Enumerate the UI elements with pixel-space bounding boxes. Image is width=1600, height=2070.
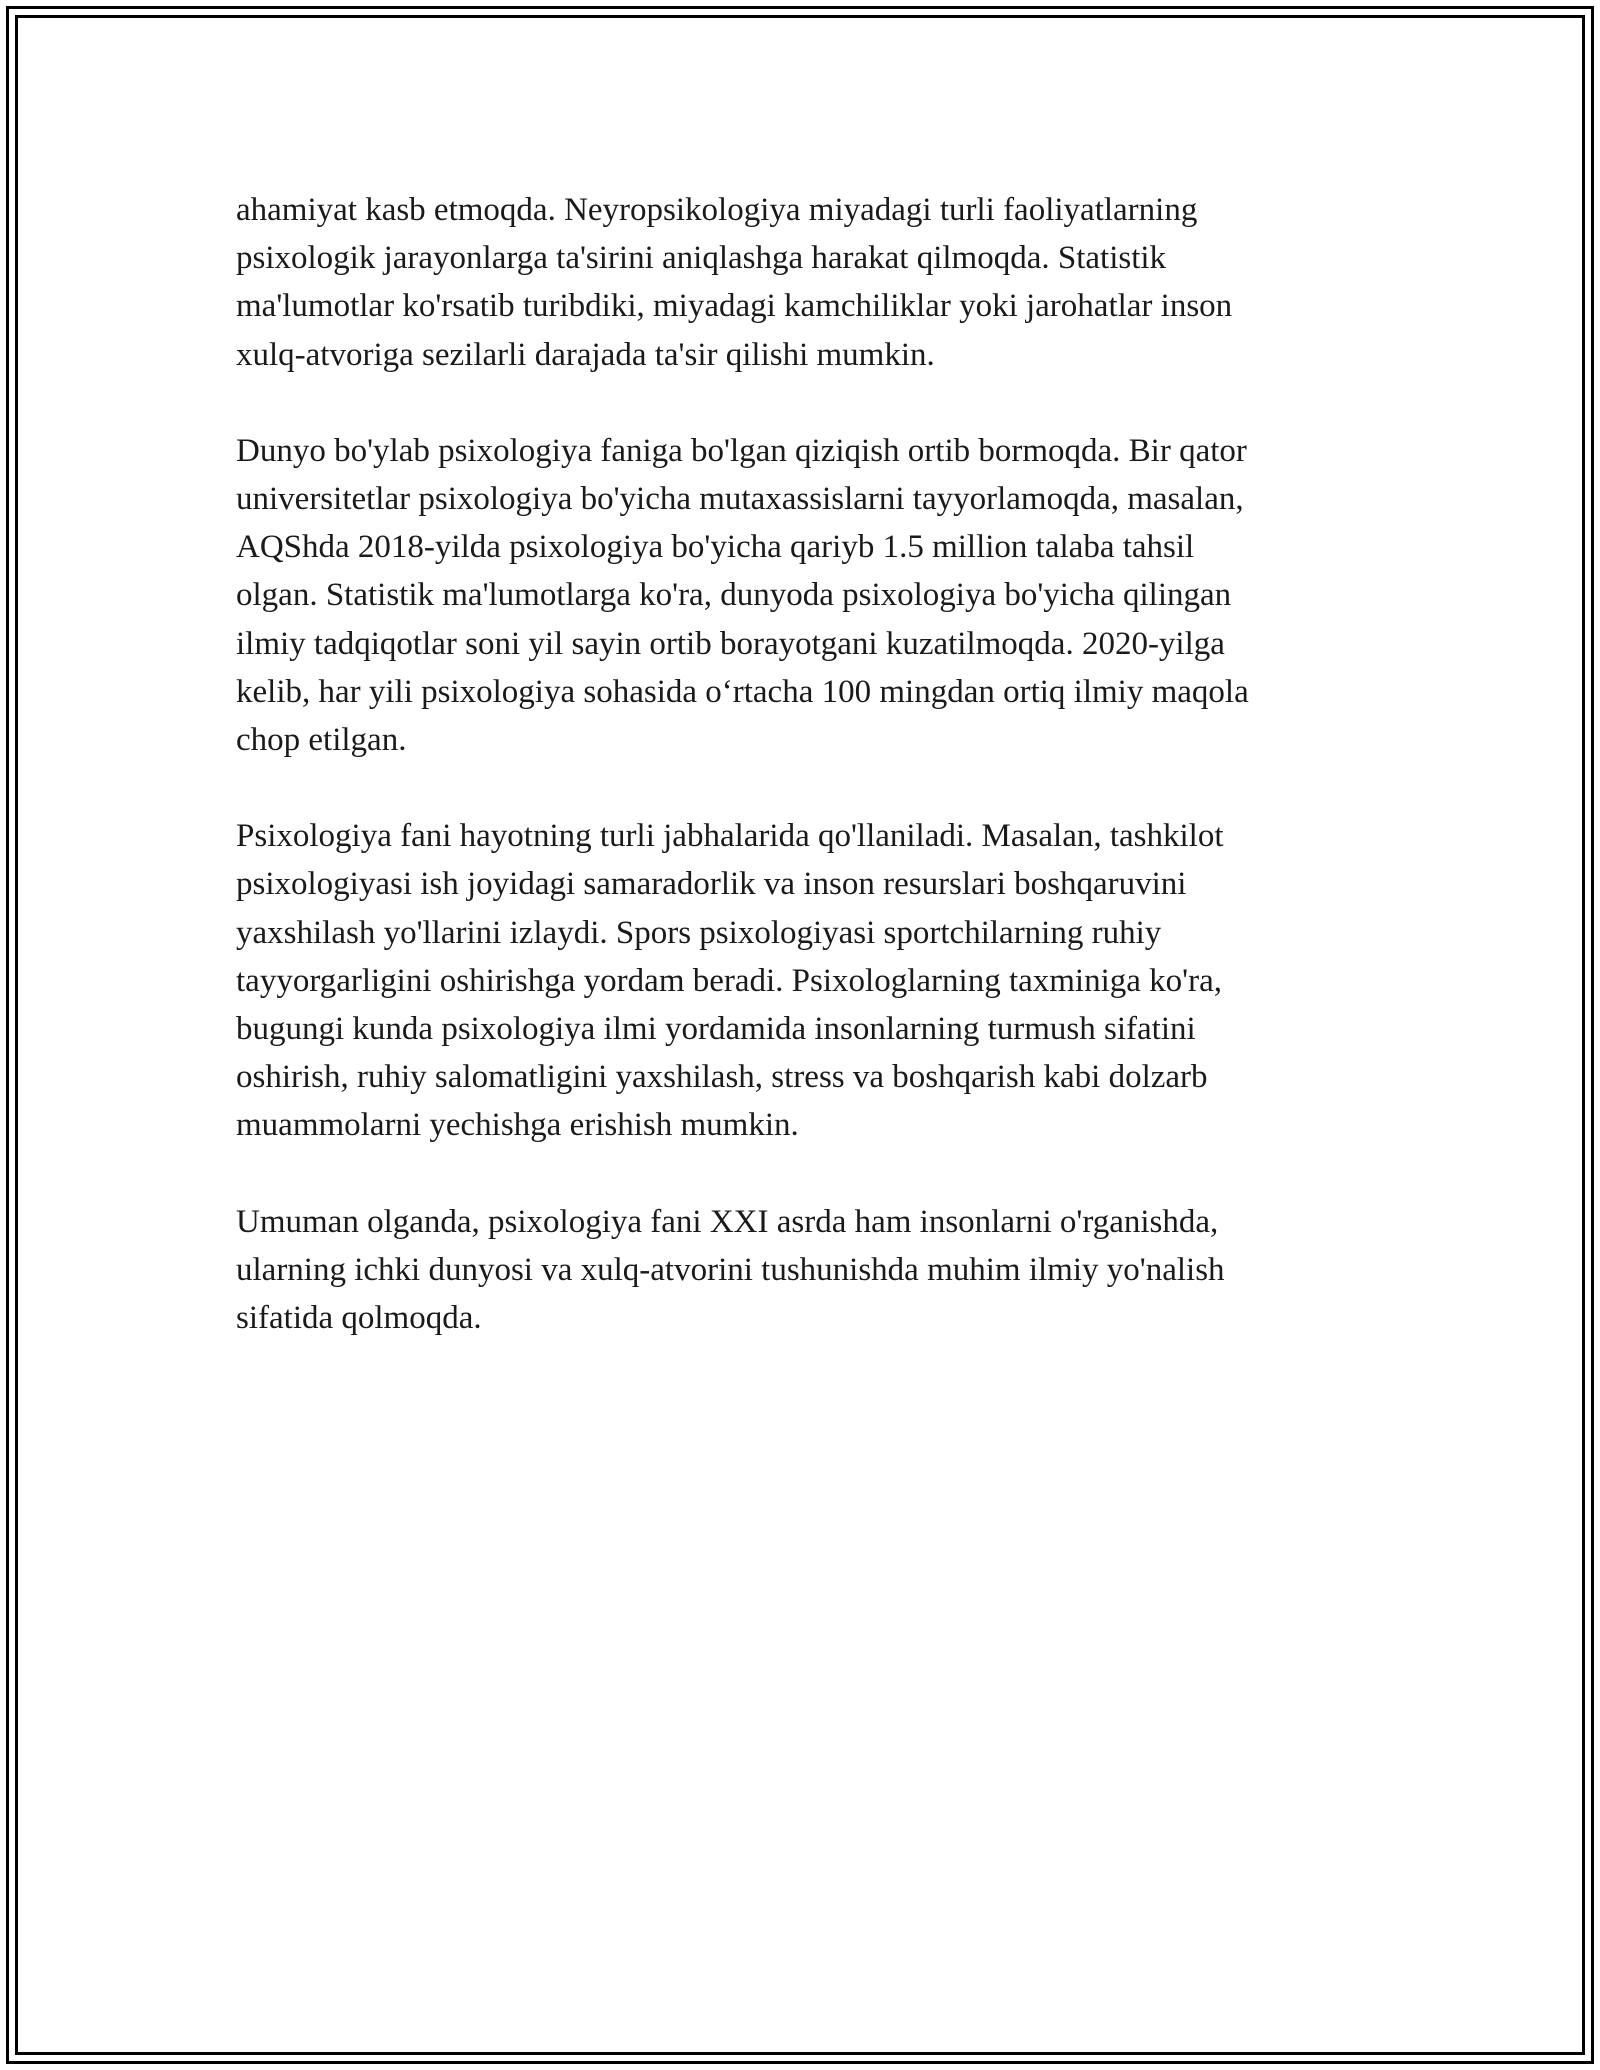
document-body: [236, 186, 1366, 1390]
paragraph-applications: Psixologiya fani hayotning turli jabhalarida qo'llaniladi. Masalan, tashkilot psixologiyasi ish joyidagi samaradorlik va inson resurslari boshqaruvini yaxshilash yo'llarini izlaydi. Spors psixologiyasi sportchilarning ruhiy tayyorgarligini oshirishga yordam beradi. Psixologlarning taxminiga ko'ra, bugungi kunda psixologiya ilmi yordamida insonlarning turmush sifatini oshirish, ruhiy salomatligini yaxshilash, stress va boshqarish kabi dolzarb muammolarni yechishga erishish mumkin.: [236, 818, 1224, 1144]
paragraph-world-interest: Dunyo bo'ylab psixologiya faniga bo'lgan qiziqish ortib bormoqda. Bir qator universitetlar psixologiya bo'yicha mutaxassislarni tayyorlamoqda, masalan, AQShda 2018-yilda psixologiya bo'yicha qariyb 1.5 million talaba tahsil olgan. Statistik ma'lumotlarga ko'ra, dunyoda psixologiya bo'yicha qilingan ilmiy tadqiqotlar soni yil sayin ortib borayotgani kuzatilmoqda. 2020-yilga kelib, har yili psixologiya sohasida o‘rtacha 100 mingdan ortiq ilmiy maqola chop etilgan.: [236, 432, 1249, 759]
paragraph-conclusion: Umuman olganda, psixologiya fani XXI asrda ham insonlarni o'rganishda, ularning ichki dunyosi va xulq-atvorini tushunishda muhim ilmiy yo'nalish sifatida qolmoqda.: [236, 1203, 1225, 1337]
paragraph-neuropsychology: ahamiyat kasb etmoqda. Neyropsikologiya miyadagi turli faoliyatlarning psixologik jarayonlarga ta'sirini aniqlashga harakat qilmoqda. Statistik ma'lumotlar ko'rsatib turibdiki, miyadagi kamchiliklar yoki jarohatlar inson xulq-atvoriga sezilarli darajada ta'sir qilishi mumkin.: [236, 192, 1233, 373]
